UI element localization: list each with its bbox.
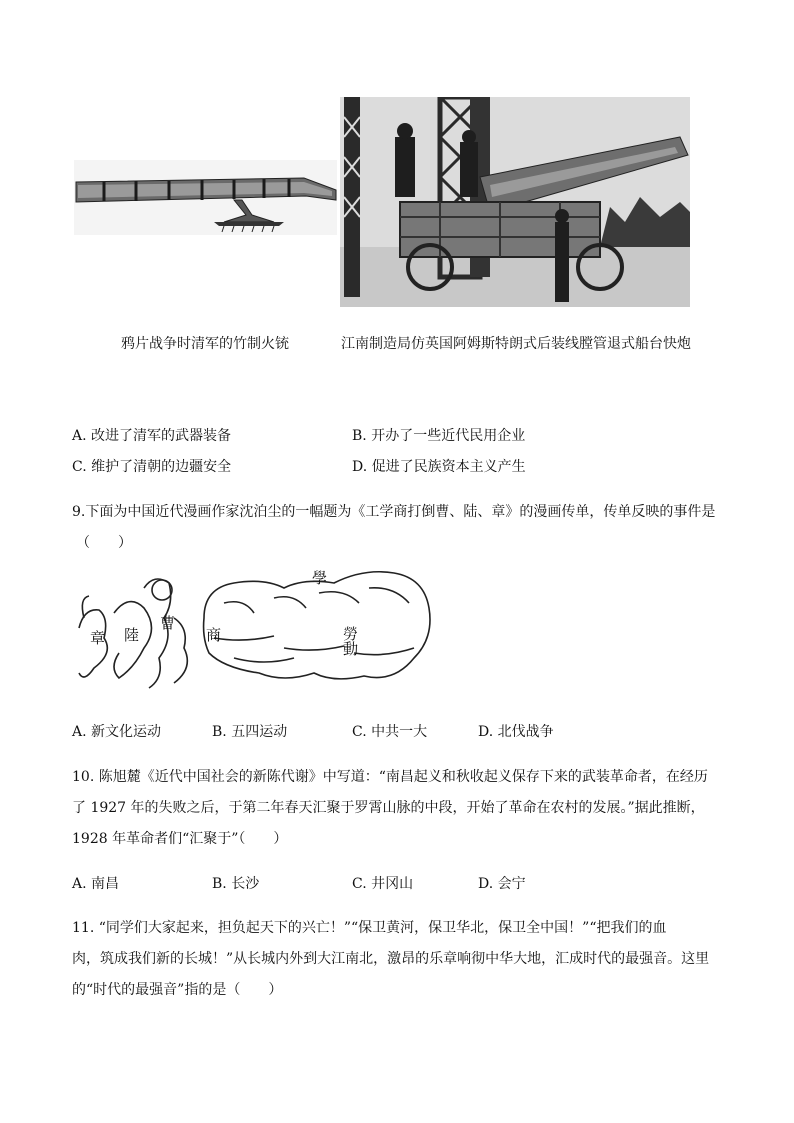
armstrong-gun-photo bbox=[340, 97, 690, 307]
cartoon-label-laodong: 勞動 bbox=[341, 626, 359, 656]
q9-answer-paren: （ ） bbox=[76, 535, 132, 551]
musket-illustration bbox=[74, 160, 337, 235]
q9-option-c[interactable]: C. 中共一大 bbox=[352, 724, 428, 740]
cartoon-label-xue: 學 bbox=[312, 569, 328, 587]
cartoon-label-cao: 曹 bbox=[160, 614, 176, 632]
q10-option-b[interactable]: B. 长沙 bbox=[212, 876, 260, 892]
q10-option-d[interactable]: D. 会宁 bbox=[478, 876, 526, 892]
q10-line-2: 了 1927 年的失败之后，于第二年春天汇聚于罗霄山脉的中段，开始了革命在农村的发展。”据此推断， bbox=[72, 800, 705, 816]
q9-option-b[interactable]: B. 五四运动 bbox=[212, 724, 288, 740]
q10-option-c[interactable]: C. 井冈山 bbox=[352, 876, 414, 892]
q10-option-a[interactable]: A. 南昌 bbox=[72, 876, 120, 892]
artillery-illustration bbox=[340, 97, 690, 307]
q8-option-b[interactable]: B. 开办了一些近代民用企业 bbox=[352, 428, 526, 444]
bamboo-musket-image bbox=[74, 160, 337, 235]
q8-option-c[interactable]: C. 维护了清朝的边疆安全 bbox=[72, 459, 232, 475]
cartoon-image bbox=[74, 558, 436, 698]
q10-line-3: 1928 年革命者们“汇聚于”（ ） bbox=[72, 831, 288, 847]
q10-line-1: 10. 陈旭麓《近代中国社会的新陈代谢》中写道：“南昌起义和秋收起义保存下来的武装革命者，在经历 bbox=[72, 769, 708, 785]
musket-caption: 鸦片战争时清军的竹制火铳 bbox=[121, 336, 289, 352]
q11-line-1: 11. “同学们大家起来，担负起天下的兴亡！”“保卫黄河，保卫华北，保卫全中国！”“把我们的血 bbox=[72, 920, 667, 936]
q11-line-3: 的“时代的最强音”指的是（ ） bbox=[72, 982, 283, 998]
q8-option-a[interactable]: A. 改进了清军的武器装备 bbox=[72, 428, 232, 444]
q9-option-d[interactable]: D. 北伐战争 bbox=[478, 724, 554, 740]
q11-line-2: 肉，筑成我们新的长城！”从长城内外到大江南北，激昂的乐章响彻中华大地，汇成时代的最强音。这里 bbox=[72, 951, 710, 967]
cartoon-illustration bbox=[74, 558, 436, 698]
cartoon-label-lu: 陸 bbox=[124, 626, 140, 644]
q9-stem: 9.下面为中国近代漫画作家沈泊尘的一幅题为《工学商打倒曹、陆、章》的漫画传单，传单反映的事件是 bbox=[72, 504, 716, 520]
cartoon-label-shang: 商 bbox=[206, 626, 222, 644]
cartoon-label-zhang: 章 bbox=[90, 629, 106, 647]
q8-option-d[interactable]: D. 促进了民族资本主义产生 bbox=[352, 459, 526, 475]
artillery-caption: 江南制造局仿英国阿姆斯特朗式后装线膛管退式船台快炮 bbox=[341, 336, 691, 352]
q9-option-a[interactable]: A. 新文化运动 bbox=[72, 724, 162, 740]
